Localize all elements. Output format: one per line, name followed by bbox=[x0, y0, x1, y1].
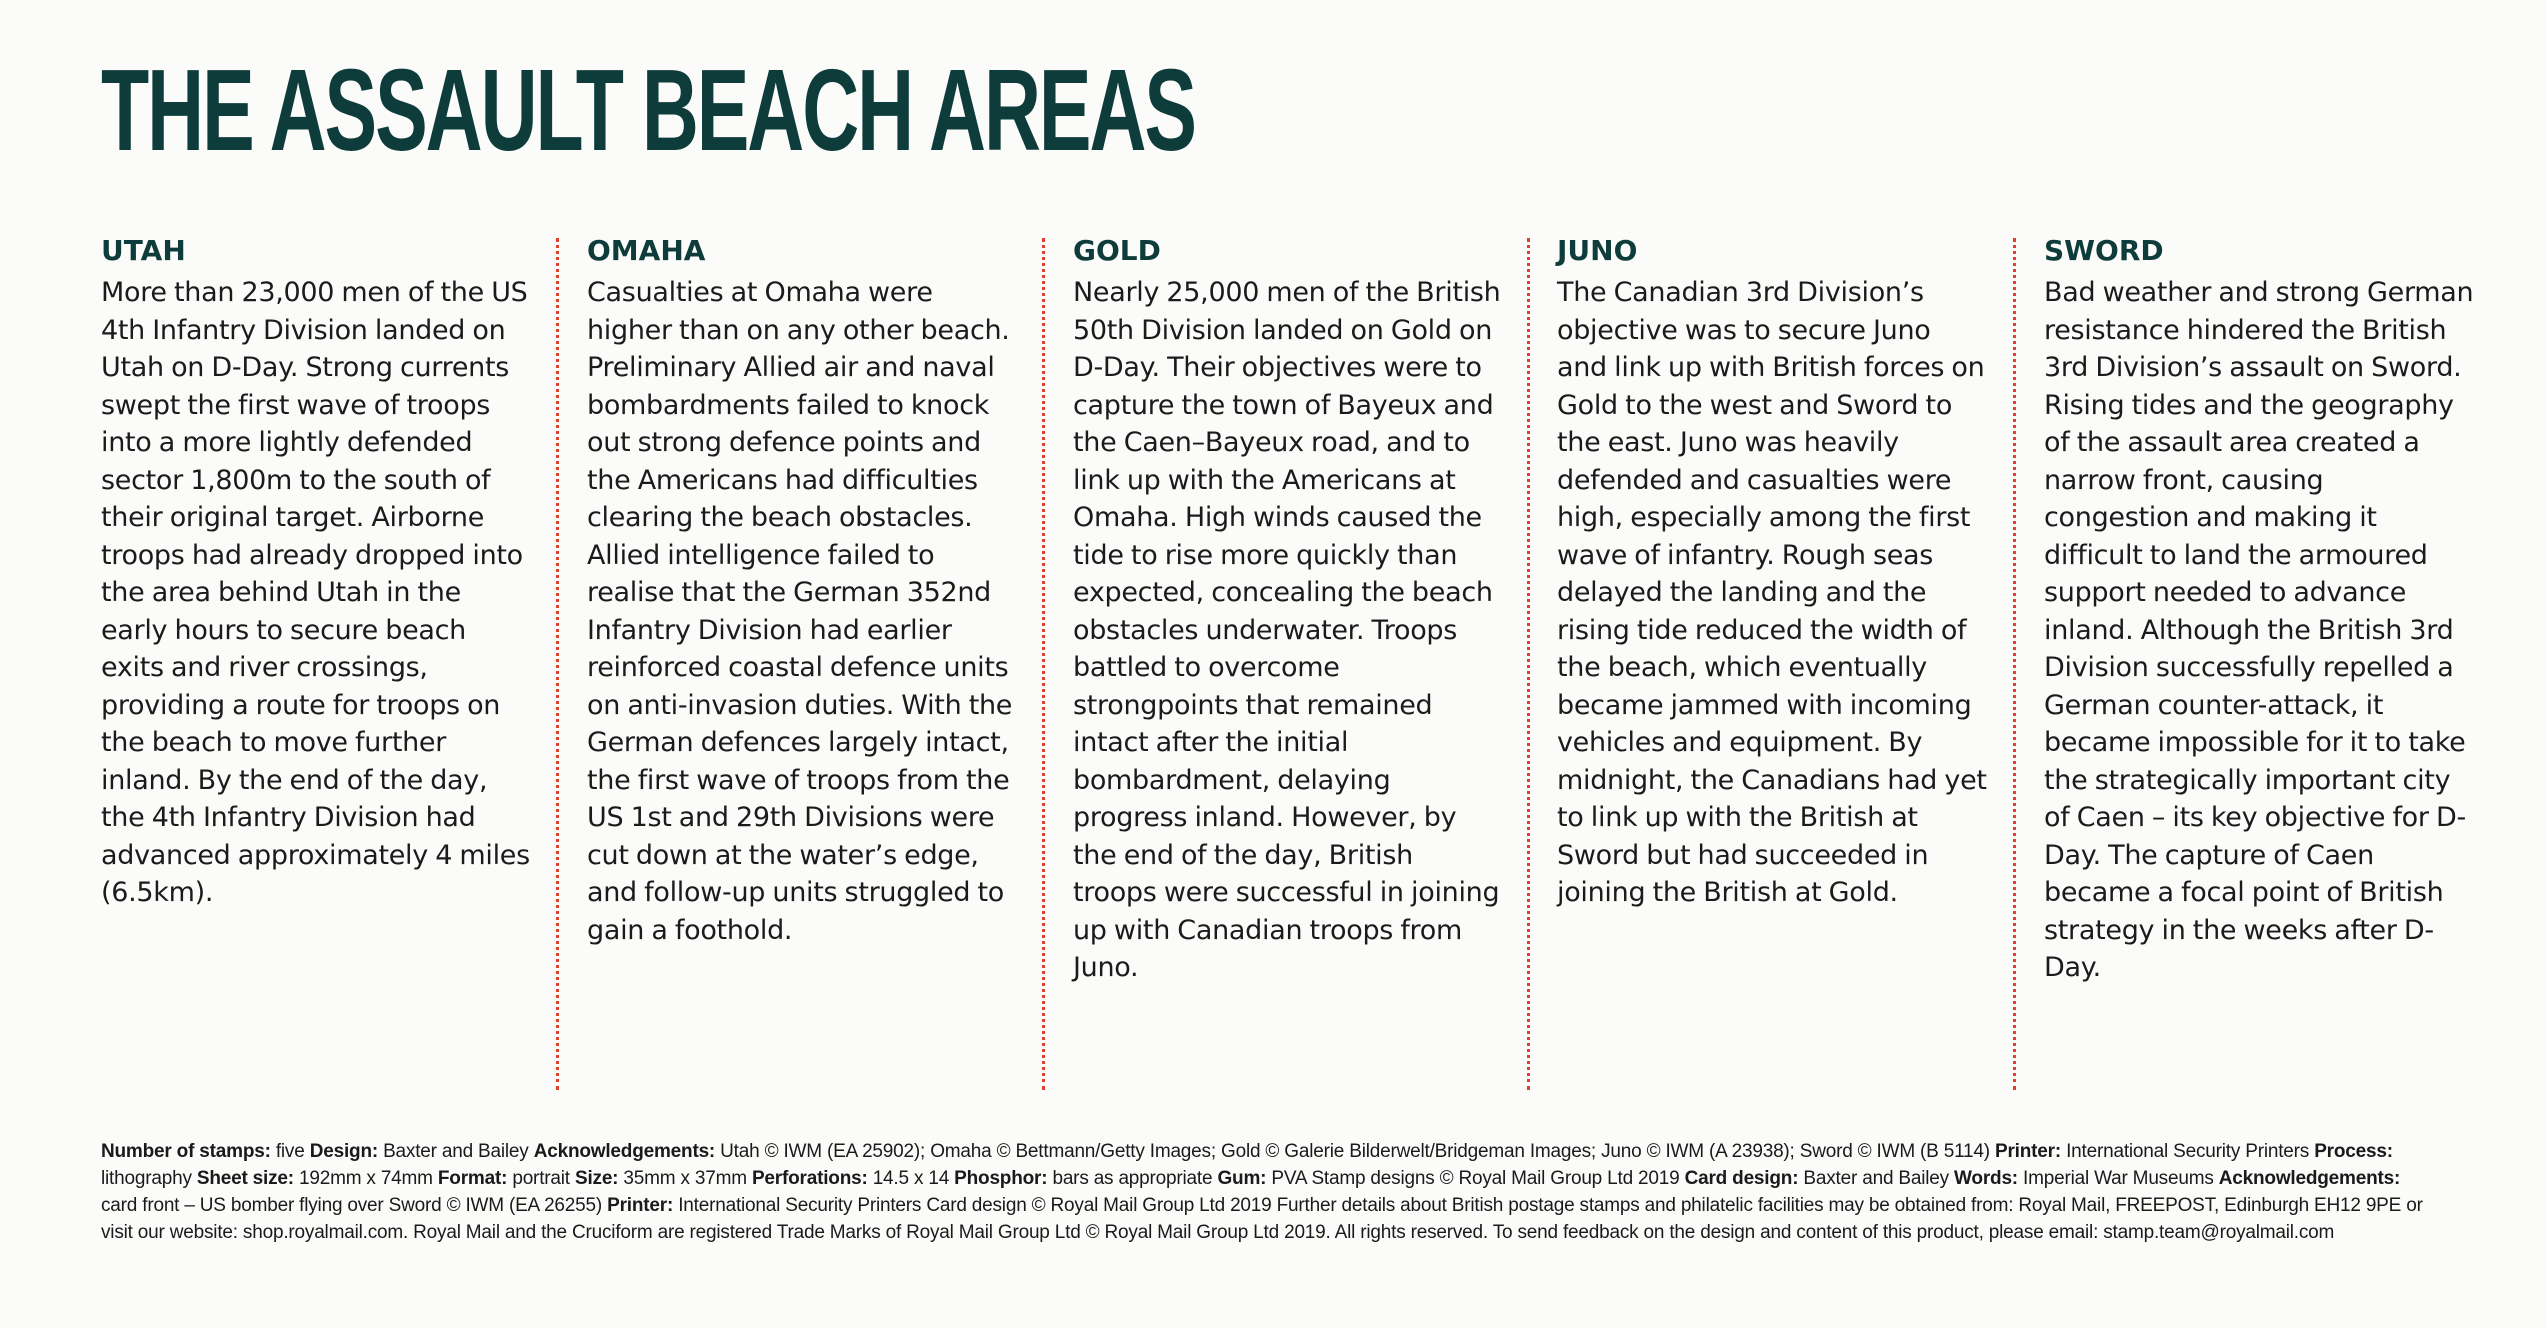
beach-heading-gold: GOLD bbox=[1073, 234, 1161, 267]
footer-value: Card design © Royal Mail Group Ltd 2019 Further details about British postage stamps and philatelic facilities may be obtained from: Royal Mail, FREEPOST, Edinburgh EH12 9PE or visit our website: shop.royalmail.com. Royal Mail and the Cruciform are registered Trade Marks of Royal Mail Group Ltd © Royal Mail Group Ltd 2019. All rights reserved. To send feedback on the design and content of this product, please email: stamp.team@royalmail.com bbox=[101, 1195, 2423, 1243]
footer-value: 35mm x 37mm bbox=[623, 1168, 747, 1189]
footer-value: portrait bbox=[512, 1168, 570, 1189]
footer-label: Acknowledgements: bbox=[533, 1141, 716, 1162]
footer-label: Printer: bbox=[1995, 1141, 2061, 1162]
footer-label: Size: bbox=[574, 1168, 619, 1189]
footer-value: International Security Printers bbox=[2066, 1141, 2310, 1162]
footer-value: 14.5 x 14 bbox=[872, 1168, 950, 1189]
beach-text-juno: The Canadian 3rd Division’s objective was to secure Juno and link up with British forces on Gold to the west and Sword to the east. Juno was heavily defended and casualties were high, especially among the first wave of infantry. Rough seas delayed the landing and the rising tide reduced the width of the beach, which eventually became jammed with incoming vehicles and equipment. By midnight, the Canadians had yet to link up with the British at Sword but had succeeded in joining the British at Gold. bbox=[1557, 277, 1987, 908]
footer-label: Printer: bbox=[607, 1195, 674, 1216]
beach-columns bbox=[0, 232, 2547, 1092]
column-divider bbox=[2013, 238, 2016, 1090]
beach-text-gold: Nearly 25,000 men of the British 50th Division landed on Gold on D-Day. Their objectives were to capture the town of Bayeux and the Caen–Bayeux road, and to link up with the Americans at Omaha. High winds caused the tide to rise more quickly than expected, concealing the beach obstacles underwater. Troops battled to overcome strongpoints that remained intact after the initial bombardment, delaying progress inland. However, by the end of the day, British troops were successful in joining up with Canadian troops from Juno. bbox=[1073, 277, 1501, 983]
footer-value: Utah © IWM (EA 25902); Omaha © Bettmann/Getty Images; Gold © Galerie Bilderwelt/Bridgeman Images; Juno © IWM (A 23938); Sword © IWM (B 5114) bbox=[720, 1141, 1990, 1162]
footer-value: card front – US bomber flying over Sword © IWM (EA 26255) bbox=[101, 1195, 603, 1216]
footer-value: Baxter and Bailey bbox=[383, 1141, 529, 1162]
beach-text-sword: Bad weather and strong German resistance hindered the British 3rd Division’s assault on Sword. Rising tides and the geography of the assault area created a narrow front, causing congestion and making it difficult to land the armoured support needed to advance inland. Although the British 3rd Division successfully repelled a German counter-attack, it became impossible for it to take the strategically important city of Caen – its key objective for D-Day. The capture of Caen became a focal point of British strategy in the weeks after D-Day. bbox=[2044, 277, 2474, 983]
beach-heading-omaha: OMAHA bbox=[587, 234, 706, 267]
footer-label: Acknowledgements: bbox=[2218, 1168, 2401, 1189]
beach-column-omaha bbox=[587, 232, 1017, 949]
footer-label: Format: bbox=[437, 1168, 508, 1189]
footer-value: 192mm x 74mm bbox=[299, 1168, 433, 1189]
footer-value: Baxter and Bailey bbox=[1803, 1168, 1949, 1189]
beach-heading-sword: SWORD bbox=[2044, 234, 2164, 267]
footer-value: Imperial War Museums bbox=[2023, 1168, 2214, 1189]
footer-value: bars as appropriate bbox=[1052, 1168, 1213, 1189]
beach-heading-juno: JUNO bbox=[1557, 234, 1638, 267]
footer-label: Design: bbox=[309, 1141, 378, 1162]
beach-text-utah: More than 23,000 men of the US 4th Infantry Division landed on Utah on D-Day. Strong currents swept the first wave of troops into a more lightly defended sector 1,800m to the south of their original target. Airborne troops had already dropped into the area behind Utah in the early hours to secure beach exits and river crossings, providing a route for troops on the beach to move further inland. By the end of the day, the 4th Infantry Division had advanced approximately 4 miles (6.5km). bbox=[101, 277, 530, 908]
footer-label: Words: bbox=[1954, 1168, 2018, 1189]
column-divider bbox=[1527, 238, 1530, 1090]
beach-column-gold bbox=[1073, 232, 1503, 987]
credits-footer bbox=[101, 1138, 2431, 1246]
footer-value: five bbox=[275, 1141, 305, 1162]
page-title: THE ASSAULT BEACH AREAS bbox=[101, 45, 1195, 175]
footer-value: International Security Printers bbox=[678, 1195, 922, 1216]
beach-column-juno bbox=[1557, 232, 1987, 912]
column-divider bbox=[1042, 238, 1045, 1090]
beach-column-sword bbox=[2044, 232, 2474, 987]
footer-label: Process: bbox=[2314, 1141, 2393, 1162]
footer-value: Stamp designs © Royal Mail Group Ltd 2019 bbox=[1311, 1168, 1680, 1189]
beach-heading-utah: UTAH bbox=[101, 234, 186, 267]
footer-label: Number of stamps: bbox=[101, 1141, 271, 1162]
beach-text-omaha: Casualties at Omaha were higher than on any other beach. Preliminary Allied air and naval bombardments failed to knock out strong defence points and the Americans had difficulties clearing the beach obstacles. Allied intelligence failed to realise that the German 352nd Infantry Division had earlier reinforced coastal defence units on anti-invasion duties. With the German defences largely intact, the first wave of troops from the US 1st and 29th Divisions were cut down at the water’s edge, and follow-up units struggled to gain a foothold. bbox=[587, 277, 1013, 946]
column-divider bbox=[556, 238, 559, 1090]
footer-value: lithography bbox=[101, 1168, 192, 1189]
footer-label: Perforations: bbox=[751, 1168, 868, 1189]
beach-column-utah bbox=[101, 232, 531, 912]
footer-label: Card design: bbox=[1684, 1168, 1799, 1189]
footer-label: Gum: bbox=[1217, 1168, 1267, 1189]
footer-value: PVA bbox=[1271, 1168, 1307, 1189]
footer-label: Sheet size: bbox=[196, 1168, 294, 1189]
footer-label: Phosphor: bbox=[954, 1168, 1048, 1189]
